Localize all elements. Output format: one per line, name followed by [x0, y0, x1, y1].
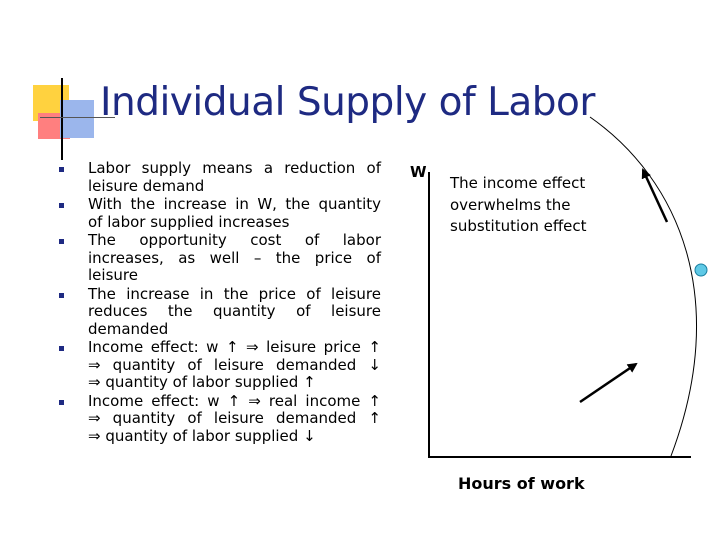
bullet-text-line: Income effect: w ↑ ⇒ real income ↑ — [88, 391, 381, 410]
labor-supply-curve — [590, 117, 697, 456]
bullet-text-line: The increase in the price of leisure — [88, 284, 381, 303]
diagram-annotation: The income effect overwhelms the substitution effect — [450, 174, 587, 235]
bullet-text-line: reduces the quantity of leisure — [88, 302, 381, 320]
bullet-text-line: leisure demand — [88, 176, 205, 195]
bullet-text-line: ⇒ quantity of labor supplied ↑ — [88, 373, 316, 391]
bullet-text-line: Income effect: w ↑ ⇒ leisure price ↑ — [88, 338, 381, 356]
bullet-text-line: With the increase in W, the quantity — [88, 195, 381, 213]
bullet-text-line: of labor supplied increases — [88, 212, 290, 231]
bullet-text-line: demanded — [88, 319, 169, 338]
bullet-text-line: ⇒ quantity of leisure demanded ↓ — [88, 355, 381, 374]
bullet-text-line: ⇒ quantity of leisure demanded ↑ — [88, 409, 381, 427]
x-axis-label: Hours of work — [458, 474, 585, 493]
backward-bend-marker — [695, 264, 707, 276]
bullet-text-line: leisure — [88, 266, 138, 284]
slide-title: Individual Supply of Labor — [100, 80, 595, 125]
bullet-text-line: ⇒ quantity of labor supplied ↓ — [88, 426, 316, 445]
bullet-text-line: The opportunity cost of labor — [88, 231, 381, 249]
arrow-lower — [580, 364, 636, 402]
bullet-text-line: Labor supply means a reduction of — [88, 159, 381, 177]
y-axis-label: W — [410, 163, 427, 181]
bullet-text-line: increases, as well – the price of — [88, 248, 381, 267]
